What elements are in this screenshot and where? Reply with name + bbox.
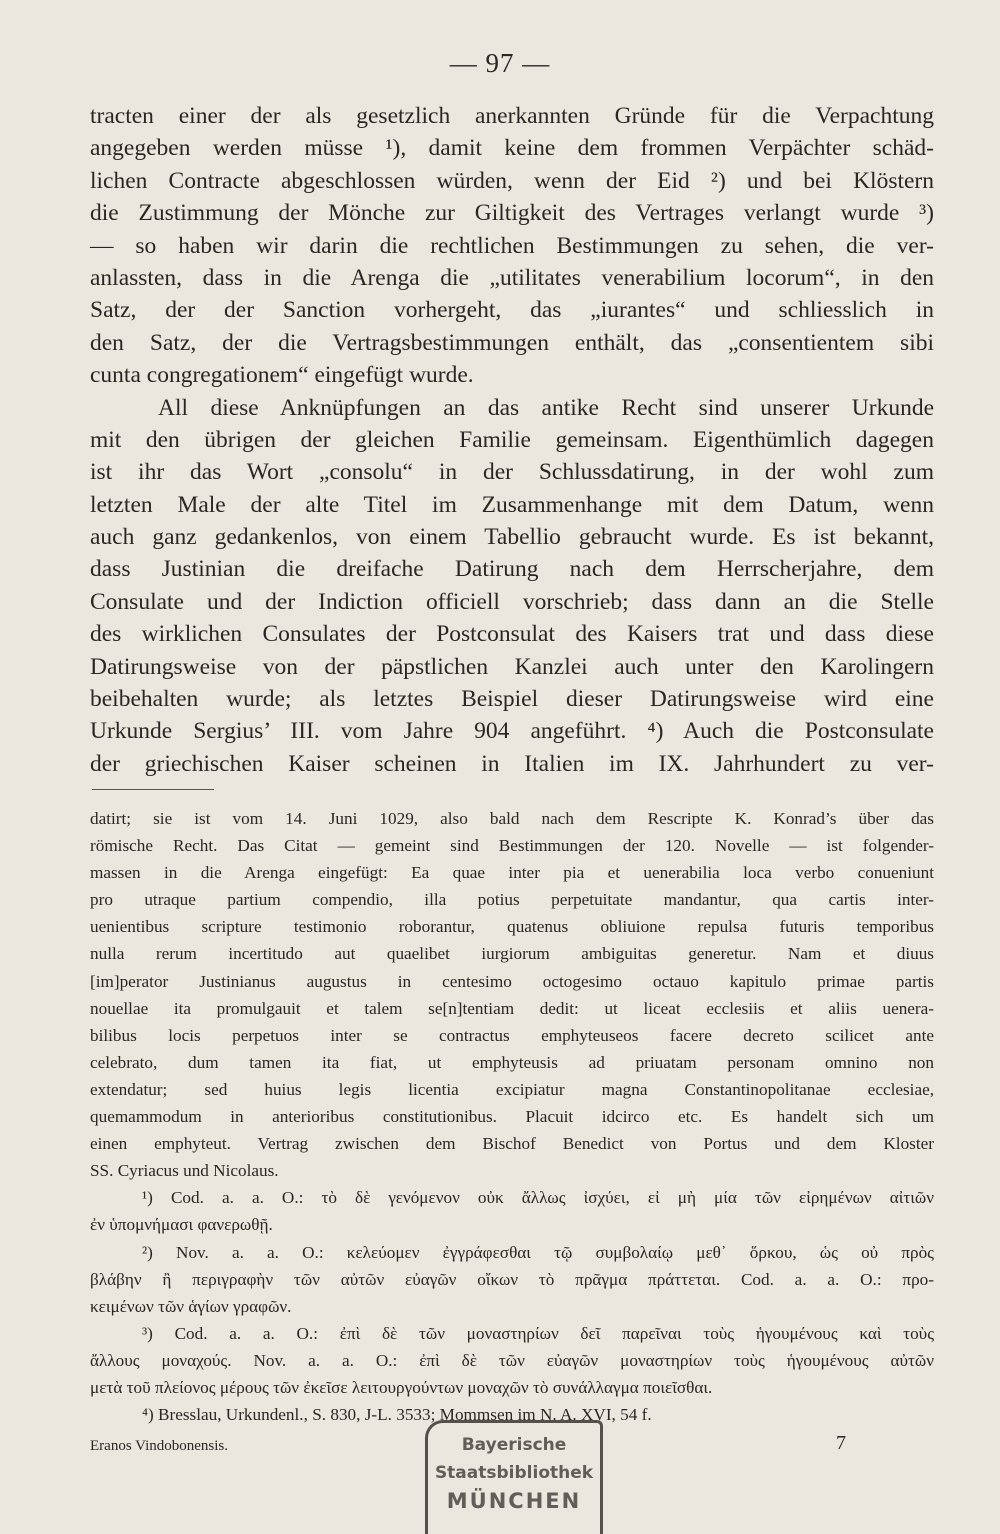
footnote-line: ²) Nov. a. a. O.: κελεύομεν ἐγγράφεσθαι τῷ συμβολαίῳ μεθ᾽ ὅρκου, ὡς οὐ πρὸς (142, 1242, 934, 1262)
text-line: Datirungsweise von der päpstlichen Kanzlei auch unter den Karolingern (90, 653, 934, 680)
text-line: — so haben wir darin die rechtlichen Bestimmungen zu sehen, die ver- (90, 232, 934, 259)
text-line: der griechischen Kaiser scheinen in Italien im IX. Jahrhundert zu ver- (90, 750, 934, 777)
footnote-line: pro utraque partium compendio, illa potius perpetuitate mandantur, qua cartis inter- (90, 890, 934, 910)
text-line: des wirklichen Consulates der Postconsulat des Kaisers trat und dass diese (90, 621, 934, 648)
footnote-line: datirt; sie ist vom 14. Juni 1029, also bald nach dem Rescripte K. Konrad’s über das (90, 809, 934, 828)
footnote-line: ἄλλους μοναχούς. Nov. a. a. O.: ἐπὶ δὲ τῶν εὐαγῶν μοναστηρίων τοὺς ἡγουμένους αὐτῶν (90, 1350, 934, 1370)
footnote-line: quemammodum in anterioribus constitutionibus. Placuit idcirco etc. Es handelt sich um (90, 1107, 934, 1127)
footnote-divider (92, 789, 214, 790)
text-line: die Zustimmung der Mönche zur Giltigkeit des Vertrages verlangt wurde ³) (90, 200, 934, 227)
text-line: auch ganz gedankenlos, von einem Tabellio gebraucht wurde. Es ist bekannt, (90, 524, 934, 551)
library-stamp (425, 1420, 603, 1534)
text-line: All diese Anknüpfungen an das antike Recht sind unserer Urkunde (158, 394, 934, 421)
stamp-line: Staatsbibliothek (434, 1463, 594, 1483)
page-number: — 97 — (449, 48, 551, 78)
footnote-line: ⁴) Bresslau, Urkundenl., S. 830, J-L. 3533; Mommsen im N. A. XVI, 54 f. (142, 1405, 652, 1425)
text-line: angegeben werden müsse ¹), damit keine dem frommen Verpächter schäd- (90, 135, 934, 162)
footnote-line: [im]perator Justinianus augustus in centesimo octogesimo octauo kapitulo primae partis (90, 971, 934, 991)
text-line: anlassten, dass in die Arenga die „utilitates venerabilium locorum“, in den (90, 264, 934, 291)
text-line: mit den übrigen der gleichen Familie gemeinsam. Eigenthümlich dagegen (90, 426, 934, 453)
footnote-line: ¹) Cod. a. a. O.: τὸ δὲ γενόμενον οὐκ ἄλλως ἰσχύει, εἰ μὴ μία τῶν εἰρημένων αἰτιῶν (142, 1188, 934, 1208)
text-line: letzten Male der alte Titel im Zusammenhange mit dem Datum, wenn (90, 491, 934, 518)
footnote-line: extendatur; sed huius legis licentia excipiatur magna Constantinopolitanae ecclesiae, (90, 1079, 934, 1099)
main-text (90, 100, 934, 780)
footnotes (90, 805, 934, 1428)
text-line: ist ihr das Wort „consolu“ in der Schlussdatirung, in der wohl zum (90, 459, 934, 486)
footnote-line: SS. Cyriacus und Nicolaus. (90, 1161, 279, 1181)
footnote-line: bilibus locis perpetuos inter se contractus emphyteuseos facere decreto scilicet ante (90, 1025, 934, 1045)
footnote-line: μετὰ τοῦ πλείονος μέρους τῶν ἐκεῖσε λειτουργούντων μοναχῶν τὸ συνάλλαγμα ποιεῖσθαι. (90, 1377, 713, 1397)
footnote-line: celebrato, dum tamen ita fiat, ut emphyteusis ad priuatam personam omnino non (90, 1052, 934, 1072)
signature-mark: 7 (836, 1432, 846, 1454)
footnote-line: ³) Cod. a. a. O.: ἐπὶ δὲ τῶν μοναστηρίων δεῖ παρεῖναι τοὺς ἡγουμένους καὶ τοὺς (142, 1323, 934, 1343)
text-line: dass Justinian die dreifache Datirung nach dem Herrscherjahre, dem (90, 556, 934, 583)
footnote-line: κειμένων τῶν ἁγίων γραφῶν. (90, 1296, 292, 1316)
stamp-line: Bayerische (461, 1435, 567, 1455)
text-line: cunta congregationem“ eingefügt wurde. (90, 362, 474, 389)
book-title-footer: Eranos Vindobonensis. (90, 1438, 228, 1454)
text-line: lichen Contracte abgeschlossen würden, wenn der Eid ²) und bei Klöstern (90, 167, 934, 194)
text-line: tracten einer der als gesetzlich anerkannten Gründe für die Verpachtung (90, 103, 934, 129)
footnote-line: ἐν ὑπομνήμασι φανερωθῇ. (90, 1215, 273, 1235)
text-line: Satz, der der Sanction vorhergeht, das „iurantes“ und schliesslich in (90, 297, 934, 324)
footnote-line: nouellae ita promulgauit et talem se[n]tentiam dedit: ut liceat ecclesiis et aliis uenera- (90, 998, 934, 1018)
footnote-line: massen in die Arenga eingefügt: Ea quae inter pia et uenerabilia loca verbo conueniunt (90, 863, 934, 883)
text-line: Consulate und der Indiction officiell vorschrieb; dass dann an die Stelle (90, 588, 934, 615)
footnote-line: βλάβην ἢ περιγραφὴν τῶν αὐτῶν εὐαγῶν οἴκων τὸ πρᾶγμα πράττεται. Cod. a. a. O.: προ- (90, 1269, 934, 1289)
footnote-line: nulla rerum incertitudo aut quaelibet iurgiorum ambiguitas generetur. Nam et diuus (90, 944, 934, 964)
footnote-line: einen emphyteut. Vertrag zwischen dem Bischof Benedict von Portus und dem Kloster (90, 1134, 934, 1154)
stamp-line: MÜNCHEN (446, 1489, 582, 1513)
text-line: Urkunde Sergius’ III. vom Jahre 904 angeführt. ⁴) Auch die Postconsulate (90, 718, 934, 745)
footnote-line: römische Recht. Das Citat — gemeint sind Bestimmungen der 120. Novelle — ist folgender- (90, 836, 934, 856)
text-line: den Satz, der die Vertragsbestimmungen enthält, das „consentientem sibi (90, 329, 934, 356)
footnote-line: uenientibus scripture testimonio roborantur, quatenus obliuione repulsa futuris temporibus (90, 917, 934, 937)
text-line: beibehalten wurde; als letztes Beispiel dieser Datirungsweise wird eine (90, 686, 934, 713)
